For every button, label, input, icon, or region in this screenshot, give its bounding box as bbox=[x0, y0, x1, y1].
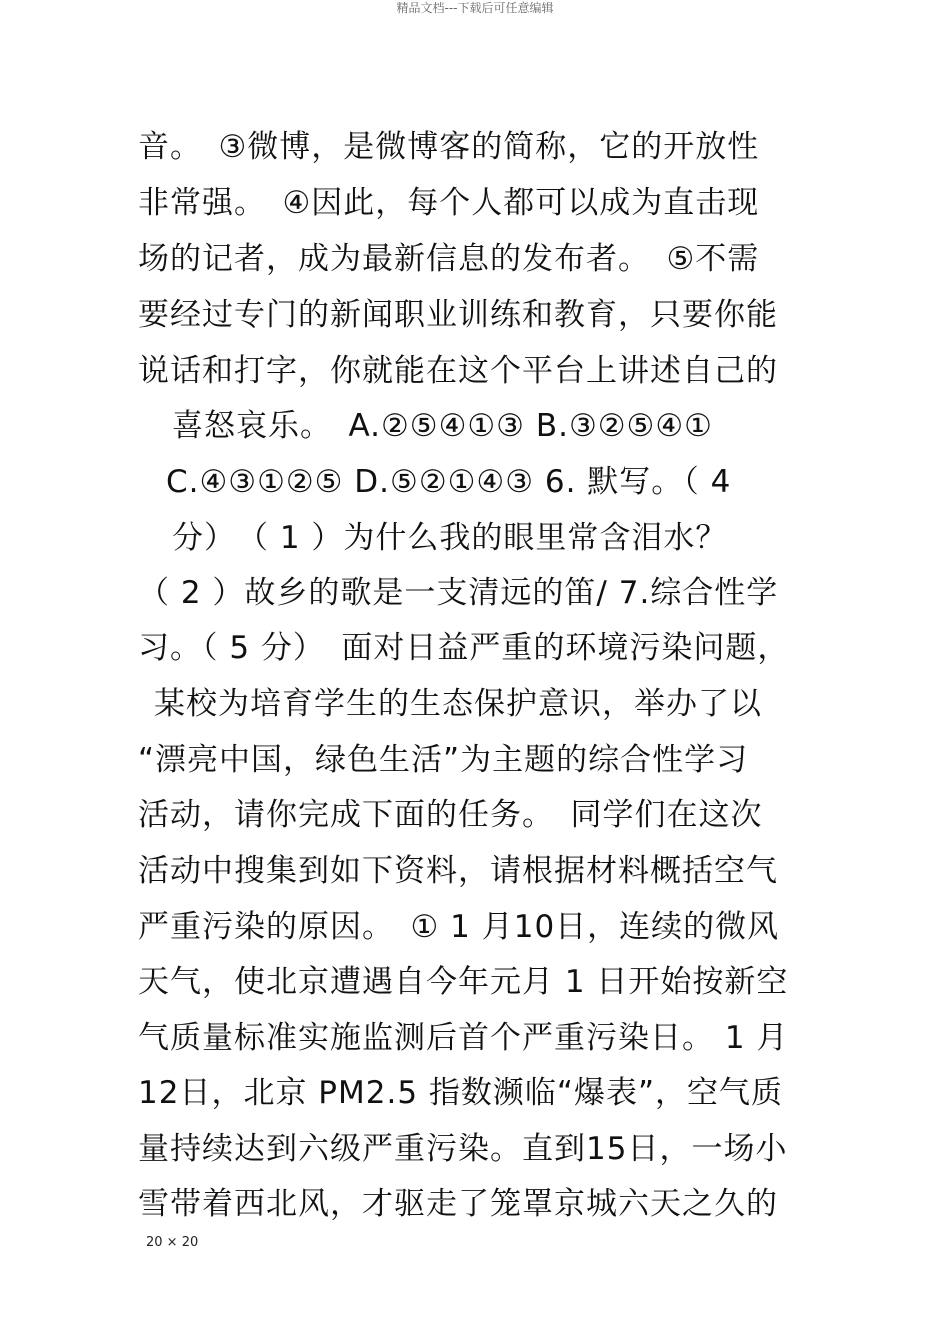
text-line: 气质量标准实施监测后首个严重污染日。 1 月 bbox=[138, 1020, 789, 1056]
text-line: 活动中搜集到如下资料，请根据材料概括空气 bbox=[138, 853, 778, 889]
text-line: 非常强。 ④因此，每个人都可以成为直击现 bbox=[138, 185, 760, 221]
text-line: 雪带着西北风，才驱走了笼罩京城六天之久的 bbox=[138, 1186, 778, 1222]
text-line: 活动，请你完成下面的任务。 同学们在这次 bbox=[138, 797, 763, 833]
text-line: 天气，使北京遭遇自今年元月 1 日开始按新空 bbox=[138, 964, 789, 1000]
page-header: 精品文档---下载后可任意编辑 bbox=[396, 1, 554, 15]
text-line: 习。（ 5 分） 面对日益严重的环境污染问题， bbox=[138, 630, 790, 666]
text-line: 喜怒哀乐。 A.②⑤④①③ B.③②⑤④① bbox=[172, 408, 713, 444]
text-line: 音。 ③微博，是微博客的简称，它的开放性 bbox=[138, 129, 760, 165]
text-line: 某校为培育学生的生态保护意识，举办了以 bbox=[154, 686, 762, 722]
text-line: 说话和打字，你就能在这个平台上讲述自己的 bbox=[138, 353, 778, 389]
text-line: （ 2 ）故乡的歌是一支清远的笛/ 7.综合性学 bbox=[138, 575, 779, 611]
text-line: 分） （ 1 ）为什么我的眼里常含泪水？ bbox=[172, 520, 728, 556]
text-line: 12日，北京 PM2.5 指数濒临“爆表”，空气质 bbox=[138, 1075, 784, 1111]
text-line: 量持续达到六级严重污染。直到15日，一场小 bbox=[138, 1131, 788, 1167]
grid-size-label: 20 × 20 bbox=[146, 1235, 199, 1250]
text-line: 要经过专门的新闻职业训练和教育，只要你能 bbox=[138, 297, 778, 333]
text-line: 场的记者，成为最新信息的发布者。 ⑤不需 bbox=[138, 241, 760, 277]
text-line: C.④③①②⑤ D.⑤②①④③ 6. 默写。（ 4 bbox=[166, 464, 732, 500]
text-line: “漂亮中国，绿色生活”为主题的综合性学习 bbox=[138, 742, 749, 778]
text-line: 严重污染的原因。 ① 1 月10日，连续的微风 bbox=[138, 909, 780, 945]
